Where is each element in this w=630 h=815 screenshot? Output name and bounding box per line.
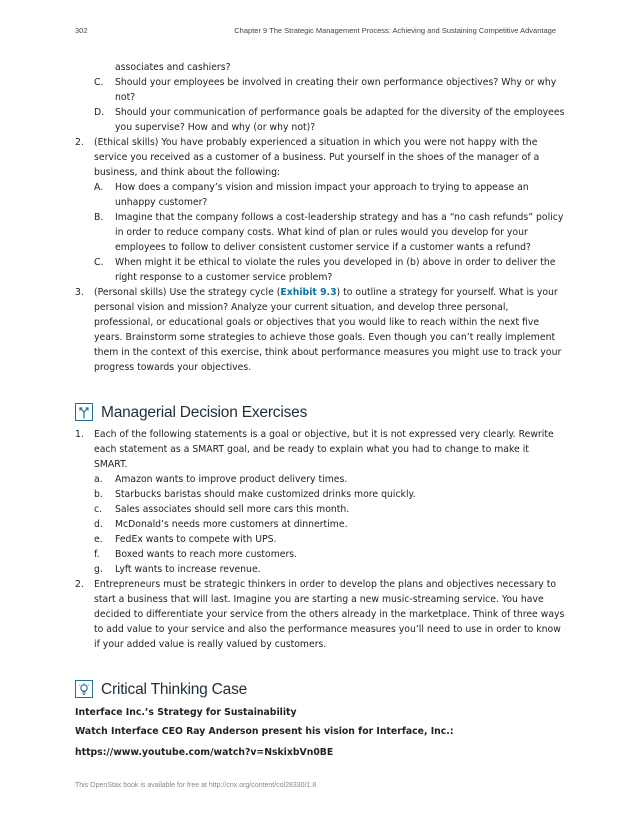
chapter-title: Chapter 9 The Strategic Management Process: Achieving and Sustaining Competitive Advantage bbox=[234, 26, 556, 35]
continuation-block bbox=[94, 60, 565, 135]
list-text: Imagine that the company follows a cost-leadership strategy and has a “no cash refunds” policy in order to reduce company costs. What kind of plan or rules would you develop for your employees to follow to deliver consistent customer service if a customer wants a refund? bbox=[115, 212, 564, 253]
question-number: 2. bbox=[75, 137, 84, 148]
managerial-question-2 bbox=[75, 577, 565, 652]
list-text: FedEx wants to compete with UPS. bbox=[115, 534, 277, 545]
list-text: Sales associates should sell more cars this month. bbox=[115, 504, 350, 515]
question-text: Each of the following statements is a goal or objective, but it is not expressed very clearly. Rewrite each statement as a SMART goal, and be ready to explain what you had to change to make it SMART. bbox=[94, 429, 554, 470]
list-text: Lyft wants to increase revenue. bbox=[115, 564, 261, 575]
list-text: Starbucks baristas should make customized drinks more quickly. bbox=[115, 489, 416, 500]
section-title: Critical Thinking Case bbox=[101, 680, 248, 698]
list-text: Amazon wants to improve product delivery times. bbox=[115, 474, 348, 485]
list-item bbox=[94, 75, 565, 105]
case-title: Interface Inc.’s Strategy for Sustainability bbox=[75, 707, 297, 718]
question-number: 2. bbox=[75, 579, 84, 590]
exhibit-link[interactable]: Exhibit 9.3 bbox=[280, 287, 337, 298]
question-text: (Ethical skills) You have probably experienced a situation in which you were not happy with the service you received as a customer of a business. Put yourself in the shoes of the manager of a business, and think about the following: bbox=[94, 137, 540, 178]
list-text: When might it be ethical to violate the rules you developed in (b) above in order to deliver the right response to a customer service problem? bbox=[115, 257, 556, 283]
list-item bbox=[94, 562, 565, 577]
list-item bbox=[94, 105, 565, 135]
list-label: e. bbox=[94, 534, 103, 545]
list-label: b. bbox=[94, 489, 103, 500]
question-text-before: (Personal skills) Use the strategy cycle ( bbox=[94, 287, 281, 298]
list-spacer bbox=[94, 60, 115, 75]
question-2-subitems bbox=[94, 180, 565, 285]
list-item bbox=[94, 255, 565, 285]
list-item bbox=[94, 472, 565, 487]
list-item bbox=[94, 210, 565, 255]
section-title: Managerial Decision Exercises bbox=[101, 403, 308, 421]
managerial-section-header bbox=[75, 403, 565, 421]
list-text: How does a company’s vision and mission impact your approach to trying to appease an unhappy customer? bbox=[115, 182, 529, 208]
list-item bbox=[94, 532, 565, 547]
question-number: 3. bbox=[75, 287, 84, 298]
list-text: Should your communication of performance goals be adapted for the diversity of the employees you supervise? How and why (or why not)? bbox=[115, 107, 565, 133]
continuation-line bbox=[94, 60, 565, 75]
lightbulb-icon bbox=[75, 680, 93, 698]
list-label: D. bbox=[94, 107, 105, 118]
list-label: f. bbox=[94, 549, 100, 560]
decision-fork-icon bbox=[75, 403, 93, 421]
list-label: a. bbox=[94, 474, 103, 485]
critical-section-header bbox=[75, 680, 565, 698]
list-label: d. bbox=[94, 519, 103, 530]
case-watch-line: Watch Interface CEO Ray Anderson present his vision for Interface, Inc.: bbox=[75, 726, 454, 737]
list-label: C. bbox=[94, 77, 104, 88]
question-3 bbox=[75, 285, 565, 375]
page-content bbox=[75, 60, 565, 761]
list-item bbox=[94, 502, 565, 517]
list-label: c. bbox=[94, 504, 103, 515]
list-label: A. bbox=[94, 182, 104, 193]
continuation-text: associates and cashiers? bbox=[115, 62, 231, 73]
list-label: C. bbox=[94, 257, 104, 268]
question-text-after: ) to outline a strategy for yourself. What is your personal vision and mission? Analyze your current situation, and develop three personal, professional, or educational goals or objectives that you would like to reach within the next five years. Brainstorm some strategies to achieve those goals. Even though you can’t really implement them in the context of this exercise, think about performance measures you might use to track your progress towards your objectives. bbox=[94, 287, 562, 373]
list-text: Boxed wants to reach more customers. bbox=[115, 549, 298, 560]
question-text: Entrepreneurs must be strategic thinkers in order to develop the plans and objectives necessary to start a business that will last. Imagine you are starting a new music-streaming service. You have decided to differentiate your service from the others already in the marketplace. Think of three ways to add value to your service and also the performance measures you’ll need to use in order to know if your added value is really valued by customers. bbox=[94, 579, 565, 650]
list-item bbox=[94, 180, 565, 210]
page-number: 302 bbox=[75, 26, 88, 35]
list-label: B. bbox=[94, 212, 104, 223]
list-item bbox=[94, 487, 565, 502]
question-text bbox=[94, 285, 565, 375]
list-text: Should your employees be involved in creating their own performance objectives? Why or why not? bbox=[115, 77, 557, 103]
list-label: g. bbox=[94, 564, 103, 575]
list-text: McDonald’s needs more customers at dinnertime. bbox=[115, 519, 348, 530]
footer-note: This OpenStax book is available for free at http://cnx.org/content/col28330/1.8 bbox=[75, 782, 317, 789]
managerial-q1-subitems bbox=[94, 472, 565, 577]
question-number: 1. bbox=[75, 429, 84, 440]
question-2 bbox=[75, 135, 565, 180]
list-item bbox=[94, 547, 565, 562]
managerial-question-1 bbox=[75, 427, 565, 472]
case-video-url[interactable]: https://www.youtube.com/watch?v=NskixbVn0BE bbox=[75, 747, 334, 758]
list-item bbox=[94, 517, 565, 532]
